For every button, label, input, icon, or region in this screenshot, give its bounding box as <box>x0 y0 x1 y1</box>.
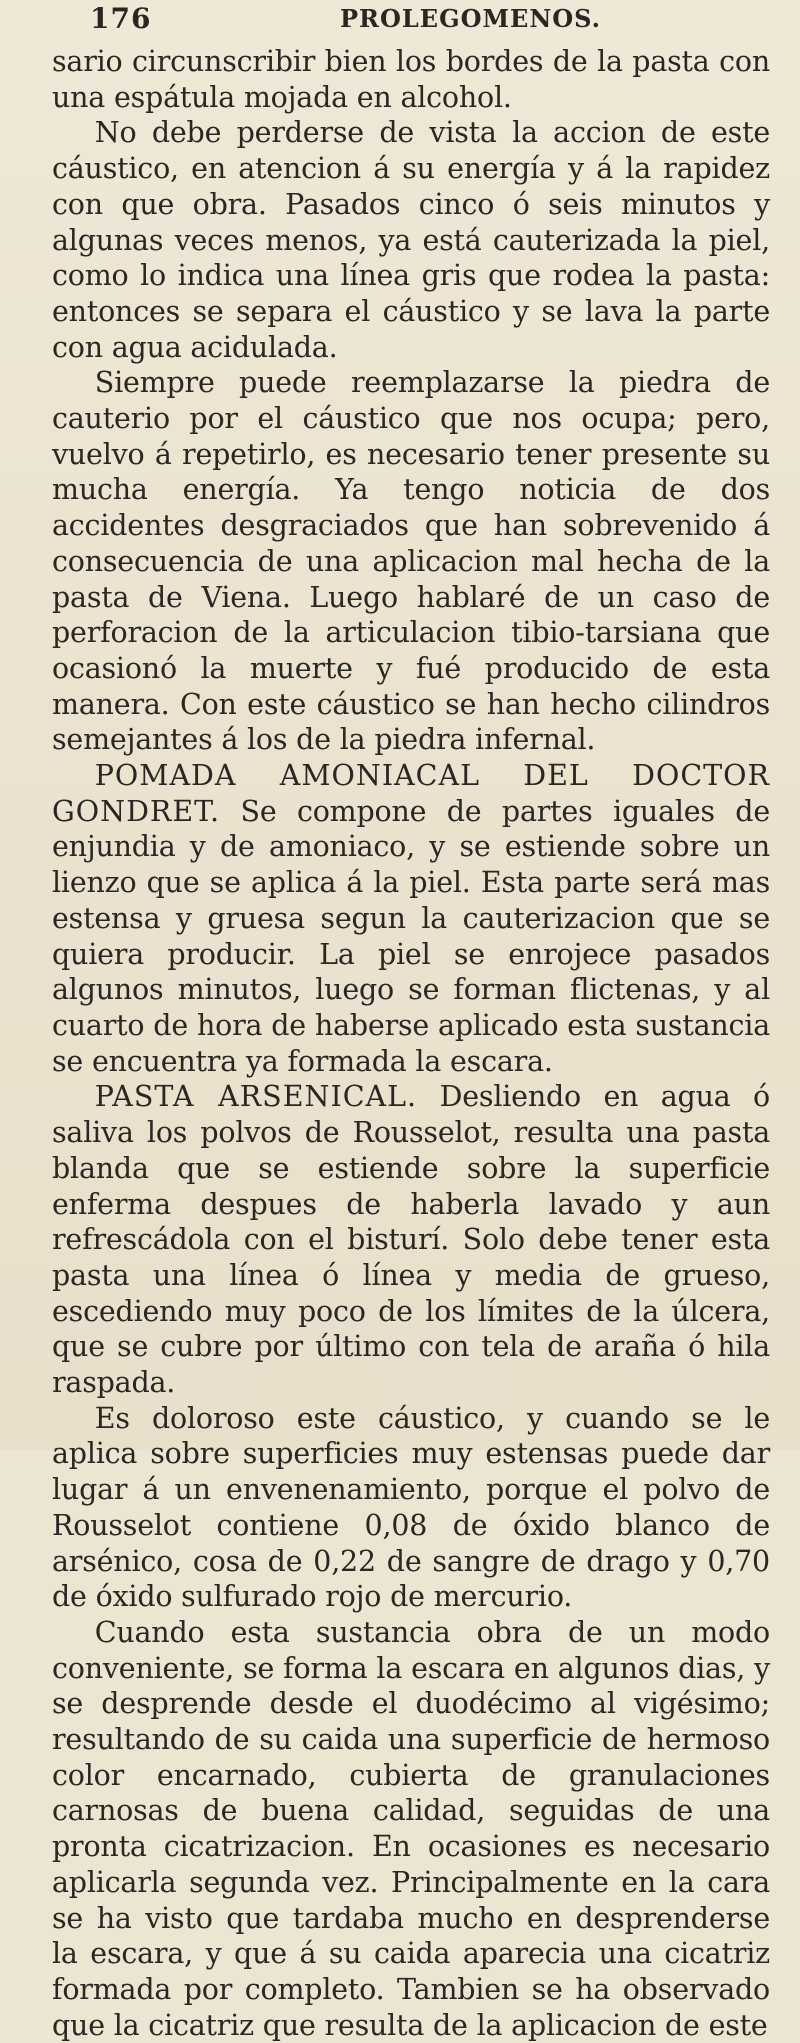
paragraph <box>52 1401 770 1615</box>
page-header <box>52 0 770 44</box>
paragraph-text: Desliendo en agua ó saliva los polvos de Rousselot, resulta una pasta blanda que se estiende sobre la superficie enferma despues de haberla lavado y aun refrescádola con el bisturí. Solo debe tener esta pasta una línea ó línea y media de grueso, escediendo muy poco de los límites de la úlcera, que se cubre por último con tela de araña ó hila raspada. <box>52 1080 770 1400</box>
paragraph-text: No debe perderse de vista la accion de este cáustico, en atencion á su energía y á la rapidez con que obra. Pasados cinco ó seis minutos y algunas veces menos, ya está cauterizada la piel, como lo indica una línea gris que rodea la pasta: entonces se separa el cáustico y se lava la parte con agua acidulada. <box>52 116 770 364</box>
paragraph-pasta-arsenical <box>52 1079 770 1400</box>
paragraph-text: Cuando esta sustancia obra de un modo conveniente, se forma la escara en algunos dias, y se desprende desde el duodécimo al vigésimo; resultando de su caida una superficie de hermoso color encarnado, cubierta de granulaciones carnosas de buena calidad, seguidas de una pronta cicatrizacion. En ocasiones es necesario aplicarla segunda vez. Principalmente en la cara se ha visto que tardaba mucho en desprenderse la escara, y que á su caida aparecia una cicatriz formada por completo. Tambien se ha observado que la cicatriz que resulta de la aplicacion de este <box>52 1615 770 2042</box>
page-number: 176 <box>90 2 152 35</box>
section-heading: PASTA ARSENICAL. <box>94 1080 418 1114</box>
body-text <box>52 44 770 2043</box>
running-head: PROLEGOMENOS. <box>340 4 602 33</box>
paragraph-text: Es doloroso este cáustico, y cuando se le aplica sobre superficies muy estensas puede dar lugar á un envenenamiento, porque el polvo de Rousselot contiene 0,08 de óxido blanco de arsénico, cosa de 0,22 de sangre de drago y 0,70 de óxido sulfurado rojo de mercurio. <box>52 1401 770 1614</box>
paragraph <box>52 115 770 365</box>
paragraph <box>52 365 770 758</box>
paragraph <box>52 1615 770 2043</box>
paragraph-text: Siempre puede reemplazarse la piedra de cauterio por el cáustico que nos ocupa; pero, vuelvo á repetirlo, es necesario tener presente su mucha energía. Ya tengo noticia de dos accidentes desgraciados que han sobrevenido á consecuencia de una aplicacion mal hecha de la pasta de Viena. Luego hablaré de un caso de perforacion de la articulacion tibio-tarsiana que ocasionó la muerte y fué producido de esta manera. Con este cáustico se han hecho cilindros semejantes á los de la piedra infernal. <box>52 366 770 757</box>
paragraph-text: Se compone de partes iguales de enjundia y de amoniaco, y se estiende sobre un lienzo que se aplica á la piel. Esta parte será mas estensa y gruesa segun la cauterizacion que se quiera producir. La piel se enrojece pasados algunos minutos, luego se forman flictenas, y al cuarto de hora de haberse aplicado esta sustancia se encuentra ya formada la escara. <box>52 794 771 1078</box>
paragraph-text: sario circunscribir bien los bordes de la pasta con una espátula mojada en alcohol. <box>52 45 770 114</box>
paragraph-pomada-amoniacal <box>52 758 770 1079</box>
paragraph-continuation <box>52 44 770 115</box>
section-heading: POMADA AMONIACAL DEL DOCTOR GONDRET. <box>52 759 770 828</box>
